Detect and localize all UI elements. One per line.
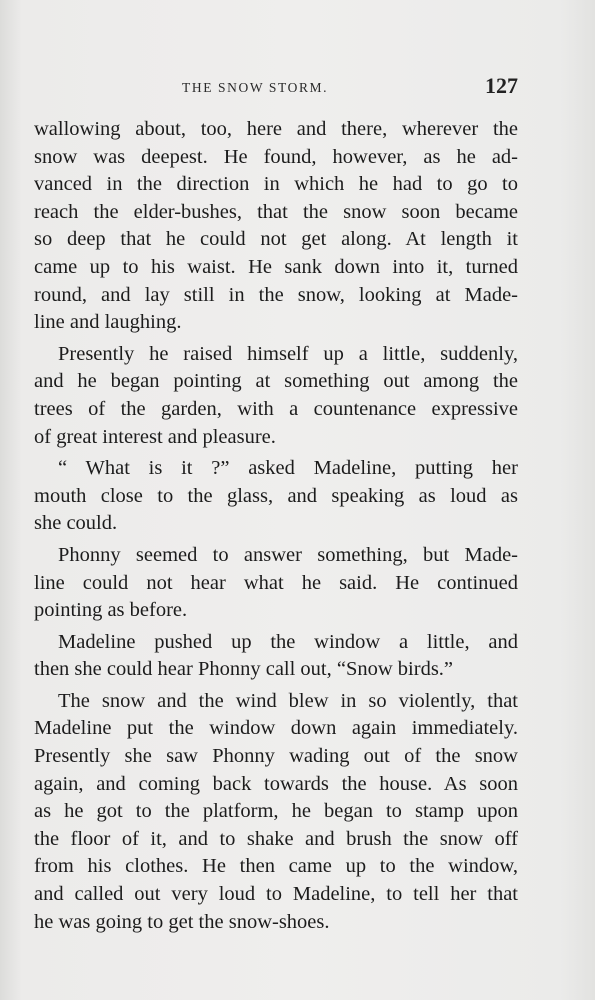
- text-line: vanced in the direction in which he had to go to: [34, 173, 518, 196]
- text-line: again, and coming back towards the house. As soon: [34, 772, 518, 795]
- running-head: THE SNOW STORM.: [182, 80, 329, 95]
- page-header: [34, 70, 518, 110]
- paragraph: [34, 629, 518, 684]
- text-line: of great interest and pleasure.: [34, 425, 276, 448]
- text-line: came up to his waist. He sank down into it, turned: [34, 255, 518, 278]
- paragraph: [34, 341, 518, 451]
- paragraph: [34, 688, 518, 936]
- text-line: Presently he raised himself up a little, suddenly,: [58, 342, 518, 365]
- paragraph: [34, 455, 518, 538]
- text-line: “ What is it ?” asked Madeline, putting her: [58, 457, 518, 480]
- text-line: reach the elder-bushes, that the snow soon became: [34, 200, 518, 223]
- text-line: he was going to get the snow-shoes.: [34, 910, 330, 933]
- text-line: Madeline pushed up the window a little, and: [58, 630, 518, 653]
- paragraph: [34, 542, 518, 625]
- page-number: 127: [485, 73, 518, 98]
- text-line: trees of the garden, with a countenance expressive: [34, 397, 518, 420]
- text-line: snow was deepest. He found, however, as he ad-: [34, 145, 518, 168]
- text-line: round, and lay still in the snow, looking at Made-: [34, 283, 518, 306]
- text-line: then she could hear Phonny call out, “Snow birds.”: [34, 658, 454, 681]
- text-line: and called out very loud to Madeline, to tell her that: [34, 883, 518, 906]
- text-line: line could not hear what he said. He continued: [34, 571, 518, 594]
- text-line: Presently she saw Phonny wading out of the snow: [34, 745, 518, 768]
- text-line: and he began pointing at something out among the: [34, 370, 518, 393]
- text-line: Phonny seemed to answer something, but Made-: [58, 543, 518, 566]
- text-line: so deep that he could not get along. At length it: [34, 228, 518, 251]
- text-line: mouth close to the glass, and speaking as loud as: [34, 484, 518, 507]
- body-text: [34, 116, 518, 936]
- text-line: as he got to the platform, he began to stamp upon: [34, 800, 518, 823]
- text-line: Madeline put the window down again immediately.: [34, 717, 518, 740]
- text-line: the floor of it, and to shake and brush the snow off: [34, 827, 518, 850]
- text-line: she could.: [34, 512, 118, 535]
- text-line: pointing as before.: [34, 599, 188, 622]
- text-line: wallowing about, too, here and there, wherever the: [34, 118, 518, 140]
- paragraph: [34, 116, 518, 337]
- text-line: line and laughing.: [34, 311, 182, 334]
- text-line: The snow and the wind blew in so violently, that: [58, 689, 518, 712]
- text-line: from his clothes. He then came up to the window,: [34, 855, 518, 878]
